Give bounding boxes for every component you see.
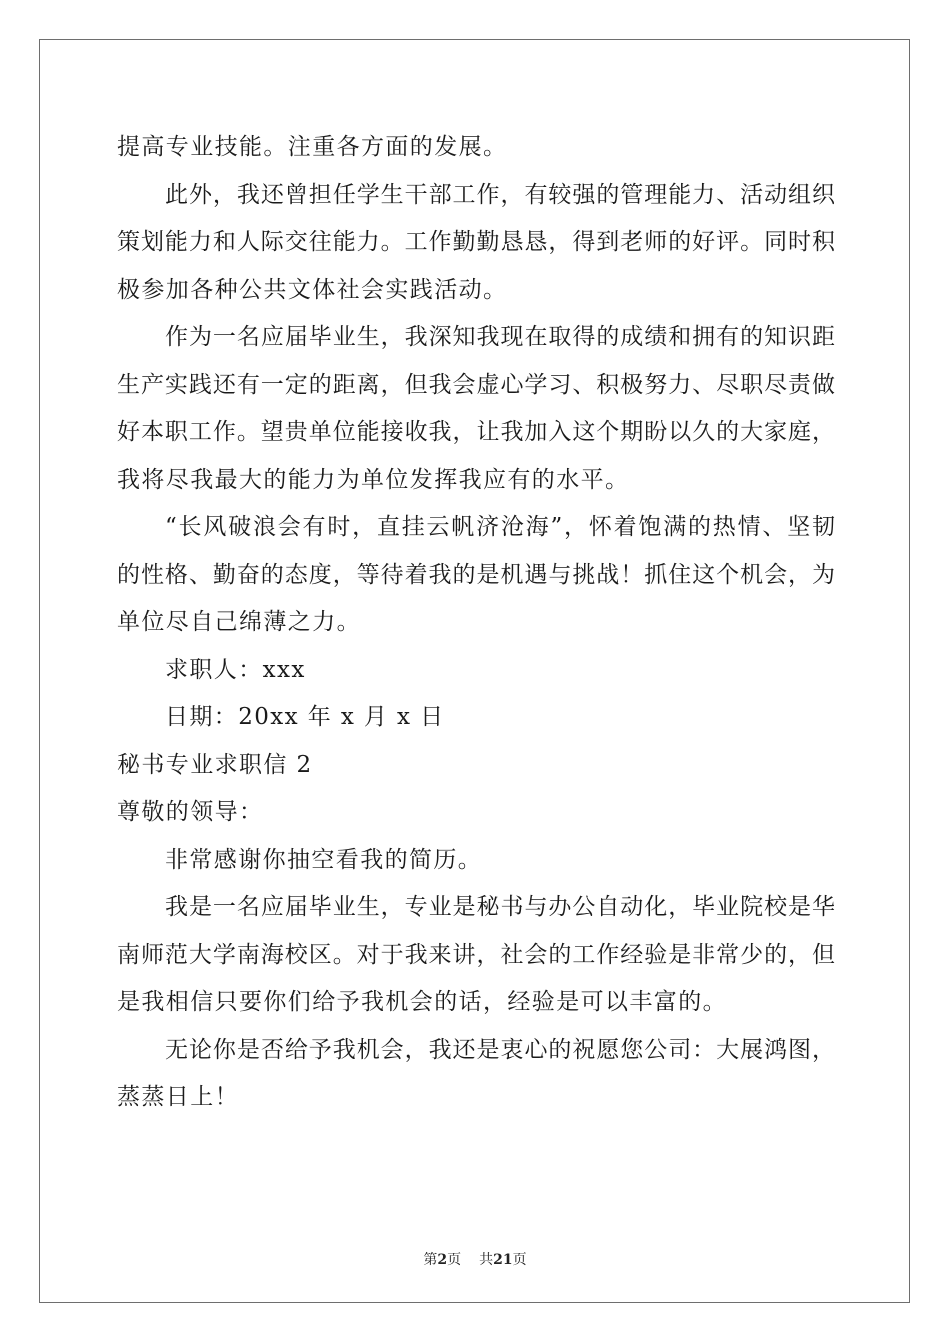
text-line: 无论你是否给予我机会，我还是衷心的祝愿您公司：大展鸿图， bbox=[165, 1036, 835, 1063]
total-suffix: 页 bbox=[512, 1252, 527, 1268]
text-line: 是我相信只要你们给予我机会的话，经验是可以丰富的。 bbox=[117, 989, 727, 1015]
text-line: 的性格、勤奋的态度，等待着我的是机遇与挑战！抓住这个机会，为 bbox=[117, 561, 835, 588]
text-line: 此外，我还曾担任学生干部工作，有较强的管理能力、活动组织 bbox=[165, 181, 835, 208]
section-title: 秘书专业求职信 2 bbox=[117, 751, 313, 778]
text-line: 策划能力和人际交往能力。工作勤勤恳恳，得到老师的好评。同时积 bbox=[117, 229, 835, 255]
page-current: 2 bbox=[437, 1252, 448, 1268]
text-line: 生产实践还有一定的距离，但我会虚心学习、积极努力、尽职尽责做 bbox=[117, 371, 835, 398]
salutation: 尊敬的领导： bbox=[117, 799, 264, 825]
text-line: 我将尽我最大的能力为单位发挥我应有的水平。 bbox=[117, 466, 630, 493]
page-footer bbox=[0, 1249, 950, 1269]
text-line: “长风破浪会有时，直挂云帆济沧海”，怀着饱满的热情、坚韧 bbox=[165, 514, 835, 540]
date-line: 日期：20xx 年 x 月 x 日 bbox=[165, 704, 445, 730]
document-body bbox=[117, 124, 835, 1122]
total-prefix: 共 bbox=[479, 1252, 494, 1268]
page-total: 21 bbox=[493, 1252, 513, 1268]
text-line: 非常感谢你抽空看我的简历。 bbox=[165, 846, 483, 873]
text-line: 提高专业技能。注重各方面的发展。 bbox=[117, 134, 508, 160]
text-line: 好本职工作。望贵单位能接收我，让我加入这个期盼以久的大家庭， bbox=[117, 419, 835, 445]
applicant-line: 求职人：xxx bbox=[165, 656, 306, 683]
text-line: 作为一名应届毕业生，我深知我现在取得的成绩和拥有的知识距 bbox=[165, 324, 835, 350]
text-line: 极参加各种公共文体社会实践活动。 bbox=[117, 276, 508, 303]
text-line: 单位尽自己绵薄之力。 bbox=[117, 609, 361, 635]
text-line: 蒸蒸日上！ bbox=[117, 1084, 239, 1110]
text-line: 我是一名应届毕业生，专业是秘书与办公自动化，毕业院校是华 bbox=[165, 894, 835, 920]
page-suffix: 页 bbox=[447, 1252, 462, 1268]
text-line: 南师范大学南海校区。对于我来讲，社会的工作经验是非常少的，但 bbox=[117, 941, 835, 968]
page-prefix: 第 bbox=[423, 1252, 438, 1268]
